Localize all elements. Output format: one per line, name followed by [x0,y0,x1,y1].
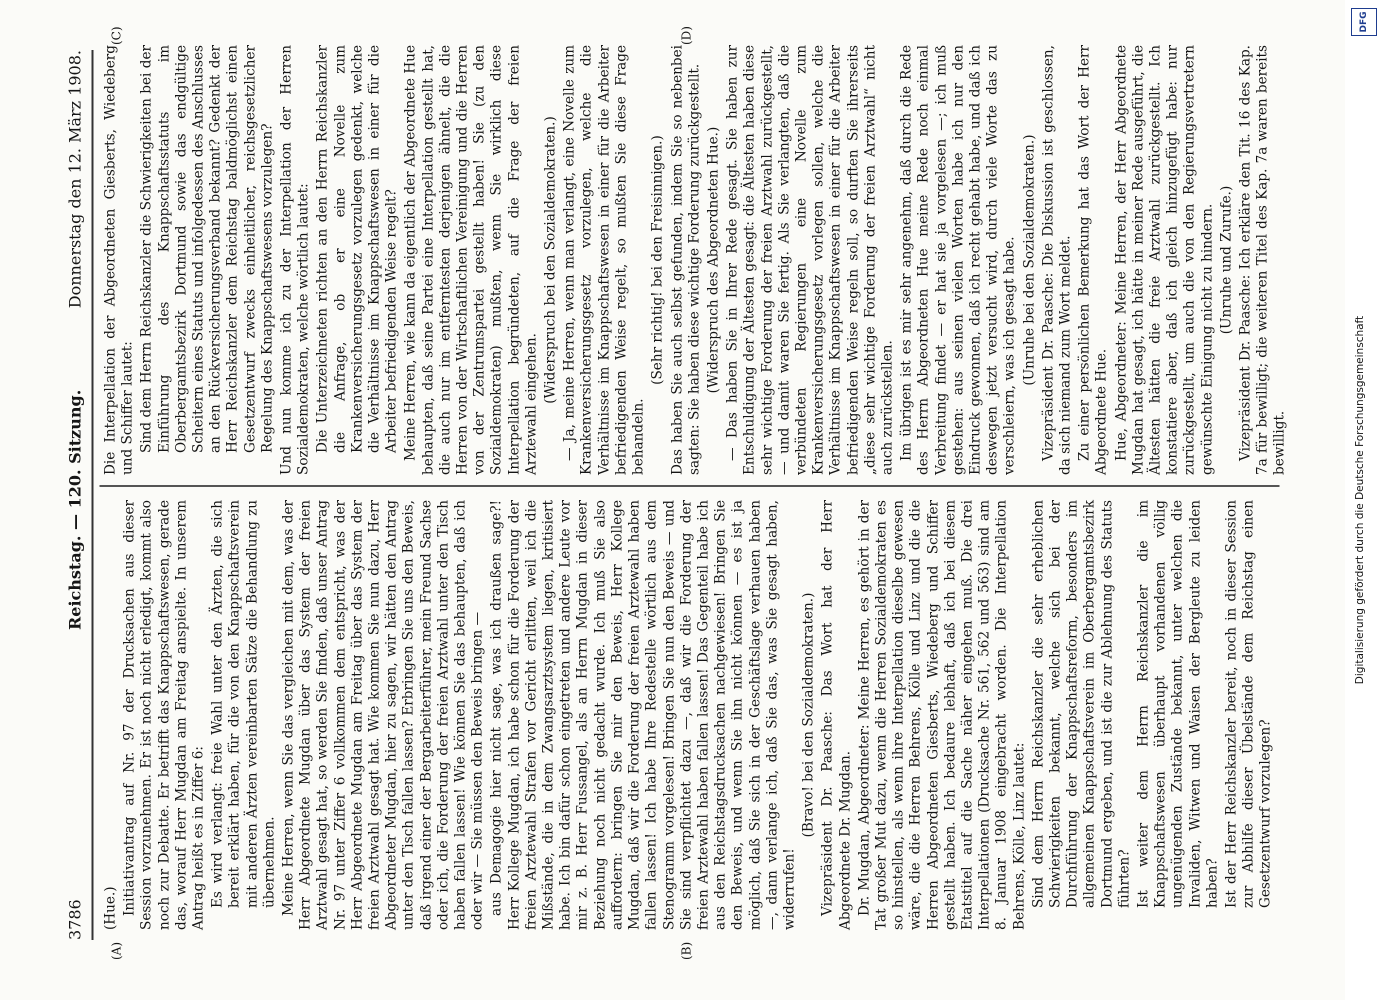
quoted-paragraph: Sind dem Herrn Reichskanzler die sehr erheblichen Schwierigkeiten bekannt, welche sich bei der Durchführung der Knappschaftsreform, besonders im allgemeinen Knappschaftsverein im Oberbergamtsbezirk Dortmund ergeben, und ist die zur Ablehnung des Statuts führten? [1030,500,1133,908]
paragraph: Meine Herren, wenn Sie das vergleichen mit dem, was der Herr Abgeordnete Mugdan über das System der freien Arztwahl gesagt hat, so werden Sie finden, daß unser Antrag Nr. 97 unter Ziffer 6 vollkommen dem entspricht, was der Herr Abgeordnete Mugdan am Freitag über das System der freien Arztwahl gesagt hat. Wie kommen Sie nun dazu, Herr Abgeordneter Mugdan, hier zu sagen, wir hätten den Antrag unter den Tisch fallen lassen? Erbringen Sie uns den Beweis, daß irgend einer der Bergarbeiterführer, mein Freund Sachse oder ich, die Forderung der freien Arztwahl unter den Tisch haben fallen lassen! Wie können Sie das behaupten, daß ich oder wir — Sie müssen den Beweis bringen — [280,500,486,930]
interjection: (Sehr richtig! bei den Freisinnigen.) [649,135,666,385]
header-rule [92,50,94,940]
margin-mark-b: (B) [679,941,694,960]
margin-mark-d: (D) [679,26,694,45]
paragraph: Das haben Sie auch selbst gefunden, indem Sie so nebenbei sagten: Sie haben diese wichtige Forderung zurückgestellt. [669,45,703,475]
column-divider [100,485,1280,487]
speaker-tag: (Hue.) [102,886,119,930]
session-date: Donnerstag den 12. März 1908. [65,50,85,309]
page-number: 3786 [65,899,85,940]
paragraph: Vizepräsident Dr. Paasche: Das Wort hat der Herr Abgeordnete Dr. Mugdan. [819,500,854,930]
margin-mark-c: (C) [109,26,124,45]
margin-mark-a: (A) [109,941,124,960]
paragraph: Die Interpellation der Abgeordneten Giesberts, Wiedeberg und Schiffer lautet: [102,45,136,475]
page-header [60,50,90,940]
quoted-paragraph: Ist der Herr Reichskanzler bereit, noch in dieser Session zur Abhilfe dieser Übelstände dem Reichstag einen Gesetzentwurf vorzulegen? [1223,500,1274,908]
interjection: (Widerspruch bei den Sozialdemokraten.) [542,116,559,404]
quoted-paragraph: Die Unterzeichneten richten an den Herrn Reichskanzler die Anfrage, ob er eine Novelle zum Krankenversicherungsgesetz vorzulegen gedenkt, welche die Verhältnisse im Knappschaftswesen in einer für die Arbeiter befriedigenden Weise regelt? [314,45,400,453]
paragraph: Im übrigen ist es mir sehr angenehm, daß durch die Rede des Herrn Abgeordneten Hue meine Rede noch einmal Verbreitung findet — er hat sie ja vorgelesen —; ich muß gestehen: aus seinen vielen Worten habe ich nur den Eindruck gewonnen, daß ich recht gehabt habe, und daß ich deswegen jetzt versucht wird, durch viele Worte das zu verschleiern, was ich gesagt habe. [898,45,1018,475]
quoted-paragraph: Ist weiter dem Herrn Reichskanzler die im Knappschaftswesen überhaupt vorhandenen völlig ungenügenden Zustände bekannt, unter welchen die Invaliden, Witwen und Waisen der Bergleute zu leiden haben? [1135,500,1221,908]
paragraph: Vizepräsident Dr. Paasche: Die Diskussion ist geschlossen, da sich niemand zum Wort meldet. [1040,45,1074,475]
paragraph: aus Demagogie hier nicht sage, was ich draußen sage?! Herr Kollege Mugdan, ich habe schon für die Forderung der freien Arztewahl Strafen vor Gericht erlitten, weil ich die Mißstände, die in dem Zwangsarztsystem liegen, kritisiert habe. Ich bin dafür schon eingetreten und andere Leute vor mir z. B. Herr Fussangel, als an Herrn Mugdan in dieser Beziehung noch nicht gedacht wurde. Ich muß Sie also auffordern: bringen Sie mir den Beweis, Herr Kollege Mugdan, daß wir die Forderung der freien Arztewahl haben fallen lassen! Ich habe Ihre Redestelle wörtlich aus dem Stenogramm vorgelesen! Bringen Sie nun den Beweis — und Sie sind verpflichtet dazu —, daß wir die Forderung der freien Arztewahl haben fallen lassen! Das Gegenteil habe ich aus den Reichstagsdrucksachen nachgewiesen! Bringen Sie den Beweis, und wenn Sie ihn nicht können — es ist ja möglich, daß Sie sich in der Geschäftslage verhauen haben —, dann verlange ich, daß Sie das, was Sie gesagt haben, widerrufen! [488,500,798,930]
paragraph: — Das haben Sie in Ihrer Rede gesagt. Sie haben zur Entschuldigung der Ältesten gesagt: die Ältesten haben diese sehr wichtige Forderung der freien Arztwahl zurückgestellt, — und damit waren Sie fertig. Als Sie verlangten, daß die verbündeten Regierungen eine Novelle zum Krankenversicherungsgesetz vorlegen sollen, welche die Verhältnisse im Knappschaftswesen in einer für die Arbeiter befriedigenden Weise regeln soll, so durften Sie ihrerseits „diese sehr wichtige Forderung der freien Arztwahl“ nicht auch zurückstellen. [724,45,896,475]
paragraph: Und nun komme ich zu der Interpellation der Herren Sozialdemokraten, welche wörtlich lautet: [278,45,312,475]
dfg-logo-text: DFG [1359,11,1369,33]
paragraph: Meine Herren, wie kann da eigentlich der Abgeordnete Hue behaupten, daß seine Partei eine Interpellation gestellt hat, die auch nur im entferntesten derjenigen ähnelt, die die Herren von der Wirtschaftlichen Vereinigung und die Herren von der Zentrumspartei gestellt haben! Sie (zu den Sozialdemokraten) mußten, wenn Sie wirklich diese Interpellation begründeten, auf die Frage der freien Arztewahl eingehen. [402,45,540,475]
interjection: (Unruhe bei den Sozialdemokraten.) [1021,134,1038,386]
paragraph: Vizepräsident Dr. Paasche: Ich erkläre den Tit. 16 des Kap. 7a für bewilligt; die weiteren Titel des Kap. 7a waren bereits bewilligt. [1237,45,1288,475]
right-column [103,45,1292,475]
paragraph: Hue, Abgeordneter: Meine Herren, der Herr Abgeordnete Mugdan hat gesagt, ich hätte in meiner Rede ausgeführt, die Ältesten hätten die freie Arztwahl zurückgestellt. Ich konstatiere aber, daß ich gleich hinzugefügt habe: nur zurückgestellt, um auch die von den Regierungsvertretern gewünschte Einigung nicht zu hindern. [1113,45,1216,475]
session-title: Reichstag. — 120. Sitzung. [65,389,85,630]
quoted-paragraph: Sind dem Herrn Reichskanzler die Schwierigkeiten bei der Einführung des Knappschaftsstatuts im Oberbergamtsbezirk Dortmund sowie das endgültige Scheitern eines Statuts und infolgedessen des Anschlusses an den Rückversicherungsverband bekannt? Gedenkt der Herr Reichskanzler dem Reichstag baldmöglichst einen Gesetzentwurf zwecks einheitlicher, reichsgesetzlicher Regelung des Knappschaftswesens vorzulegen? [138,45,276,453]
left-column [103,500,1278,930]
paragraph: Initiativantrag auf Nr. 97 der Drucksachen aus dieser Session vorzunehmen. Er ist noch nicht erledigt, kommt also noch zur Debatte. Er betrifft das Knappschaftswesen, gerade das, worauf Herr Mugdan am Freitag anspielte. In unserem Antrag heißt es in Ziffer 6: [121,500,207,930]
quoted-paragraph: Es wird verlangt: freie Wahl unter den Ärzten, die sich bereit erklärt haben, für die von den Knappschaftsverein mit anderen Ärzten vereinbarten Sätze die Behandlung zu übernehmen. [209,500,278,908]
paragraph: — Ja, meine Herren, wenn man verlangt, eine Novelle zum Krankenversicherungsgesetz vorzulegen, welche die Verhältnisse im Knappschaftswesen in einer für die Arbeiter befriedigenden Weise regelt, so mußten Sie diese Frage behandeln. [561,45,647,475]
paragraph: Dr. Mugdan, Abgeordneter: Meine Herren, es gehört in der Tat großer Mut dazu, wenn die Herren Sozialdemokraten es so hinstellen, als wenn ihre Interpellation dieselbe gewesen wäre, die die Herren Behrens, Kölle und Linz und die die Herren Abgeordneten Giesberts, Wiedeberg und Schiffer gestellt haben. Ich bedaure lebhaft, daß ich bei diesem Etatstitel auf die Sache näher eingehen muß. Die drei Interpellationen (Drucksache Nr. 561, 562 und 563) sind am 8. Januar 1908 eingebracht worden. Die Interpellation Behrens, Kölle, Linz lautet: [856,500,1028,930]
interjection: (Bravo! bei den Sozialdemokraten.) [800,592,817,838]
dfg-logo [1351,8,1377,36]
interjection: (Unruhe und Zurufe.) [1218,185,1235,335]
paragraph: Zu einer persönlichen Bemerkung hat das Wort der Herr Abgeordnete Hue. [1076,45,1110,475]
interjection: (Widerspruch des Abgeordneten Hue.) [705,126,722,394]
funding-notice: Digitalisierung gefördert durch die Deutsche Forschungsgemeinschaft [1354,315,1366,685]
